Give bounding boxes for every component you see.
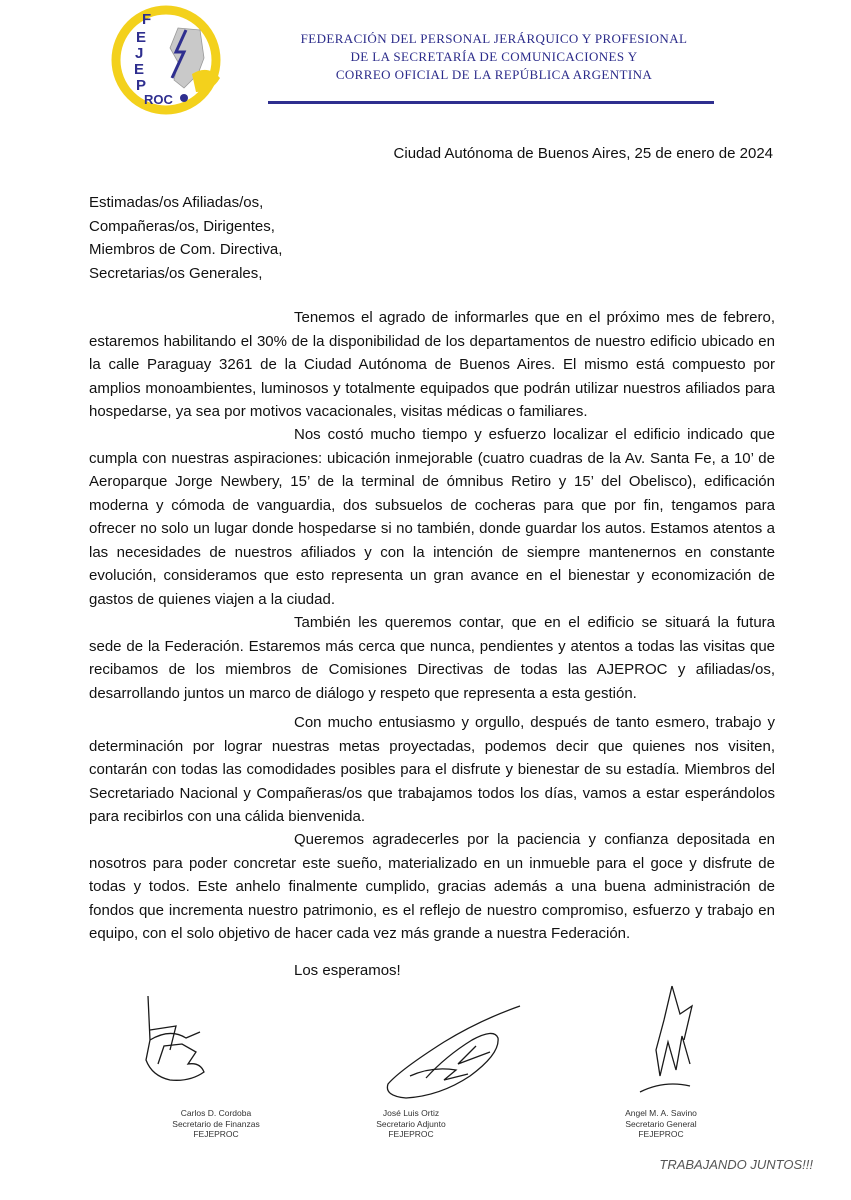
paragraph-text: Nos costó mucho tiempo y esfuerzo localizar el edificio indicado que cumpla con nuestras aspiraciones: ubicación inmejorable (cuatro cuadras de la Av. Santa Fe, a 10’ de Aeroparque Jorge Newbery, 15’ de la terminal de ómnibus Retiro y 15’ del Obelisco), edificación moderna y cómoda de vanguardia, dos subsuelos de cocheras para que por fin, tengamos para ofrecer no solo un lugar donde hospedarse si no también, donde guardar los autos. Estamos atentos a las necesidades de nuestros afiliados y con la intención de siempre mantenernos en constante evolución, consideramos que esto representa un gran avance en el bienestar y economización de gastos de quienes viajen a la ciudad. [89, 426, 775, 608]
signatory-org: FEJEPROC [638, 1129, 684, 1139]
signatory-org: FEJEPROC [388, 1129, 434, 1139]
svg-text:E: E [134, 61, 145, 78]
org-line-3: CORREO OFICIAL DE LA REPÚBLICA ARGENTINA [335, 67, 653, 82]
paragraph-text: Queremos agradecerles por la paciencia y confianza depositada en nosotros para poder concretar este sueño, materializado en un inmueble para el goce y disfrute de todas y todos. Este anhelo finalmente cumplido, gracias además a una buena administración de fondos que incrementa nuestro patrimonio, es el reflejo de nuestro compromiso, esfuerzo y trabajo en equipo, con el solo objetivo de hacer cada vez más grande a nuestra Federación. [89, 831, 775, 942]
greeting-line: Secretarias/os Generales, [89, 264, 263, 282]
signatory-org: FEJEPROC [193, 1129, 239, 1139]
greeting-line: Miembros de Com. Directiva, [89, 241, 283, 258]
paragraph-text: Tenemos el agrado de informarles que en el próximo mes de febrero, estaremos habilitando el 30% de la disponibilidad de los departamentos de nuestro edificio ubicado en la calle Paraguay 3261 de la Ciudad Autónoma de Buenos Aires. El mismo está compuesto por amplios monoambientes, luminosos y totalmente equipados que podrán utilizar nuestros afiliados para hospedarse, ya sea por motivos vacacionales, visitas médicas o familiares. [89, 309, 775, 420]
signatory-role: Secretario Adjunto [376, 1118, 446, 1129]
signatory-name: Carlos D. Cordoba [180, 1108, 252, 1118]
signatures-drawing [0, 980, 851, 1110]
svg-text:ROC: ROC [144, 92, 173, 107]
svg-text:P: P [136, 77, 147, 94]
greeting-line: Compañeras/os, Dirigentes, [89, 217, 275, 235]
footer-motto: TRABAJANDO JUNTOS!!! [659, 1157, 813, 1172]
paragraph-1 [89, 306, 775, 424]
signatory-cordoba [141, 1108, 291, 1140]
org-line-2: DE LA SECRETARÍA DE COMUNICACIONES Y [350, 49, 638, 64]
fejeproc-logo [108, 0, 228, 120]
letter-date: Ciudad Autónoma de Buenos Aires, 25 de enero de 2024 [393, 145, 773, 162]
org-line-1: FEDERACIÓN DEL PERSONAL JERÁRQUICO Y PROFESIONAL [300, 31, 688, 46]
paragraph-text: Con mucho entusiasmo y orgullo, después de tanto esmero, trabajo y determinación por lograr nuestras metas proyectadas, podemos decir que quienes nos visiten, contarán con todas las comodidades posibles para el disfrute y bienestar de su estadía. Miembros del Secretariado Nacional y Compañeras/os que trabajamos todos los días, vamos a estar esperándolos para recibirlos con una cálida bienvenida. [89, 714, 775, 825]
paragraph-5 [89, 828, 775, 946]
signature-cordoba [146, 996, 204, 1080]
signatory-name: José Luis Ortiz [382, 1108, 440, 1118]
paragraph-text: También les queremos contar, que en el edificio se situará la futura sede de la Federación. Estaremos más cerca que nunca, pendientes y atentos a todas las visitas que recibamos de los miembros de Comisiones Directivas de todas las AJEPROC y afiliadas/os, desarrollando juntos un marco de diálogo y respeto que representa a esta gestión. [89, 614, 775, 702]
paragraph-4 [89, 711, 775, 829]
header-divider [268, 101, 714, 104]
organization-name [274, 30, 714, 84]
signatory-role: Secretario de Finanzas [172, 1118, 260, 1129]
svg-text:J: J [135, 45, 144, 62]
paragraph-2 [89, 423, 775, 611]
signatory-ortiz [336, 1108, 486, 1140]
signatory-name: Angel M. A. Savino [625, 1108, 697, 1118]
signature-savino [640, 986, 692, 1092]
svg-text:F: F [142, 11, 152, 28]
greeting [89, 191, 282, 285]
signatory-savino [586, 1108, 736, 1140]
paragraph-3 [89, 611, 775, 705]
signatory-role: Secretario General [625, 1118, 697, 1129]
signature-ortiz [387, 1006, 520, 1098]
closing: Los esperamos! [294, 962, 401, 979]
svg-text:E: E [136, 29, 147, 46]
greeting-line: Estimadas/os Afiliadas/os, [89, 194, 264, 211]
